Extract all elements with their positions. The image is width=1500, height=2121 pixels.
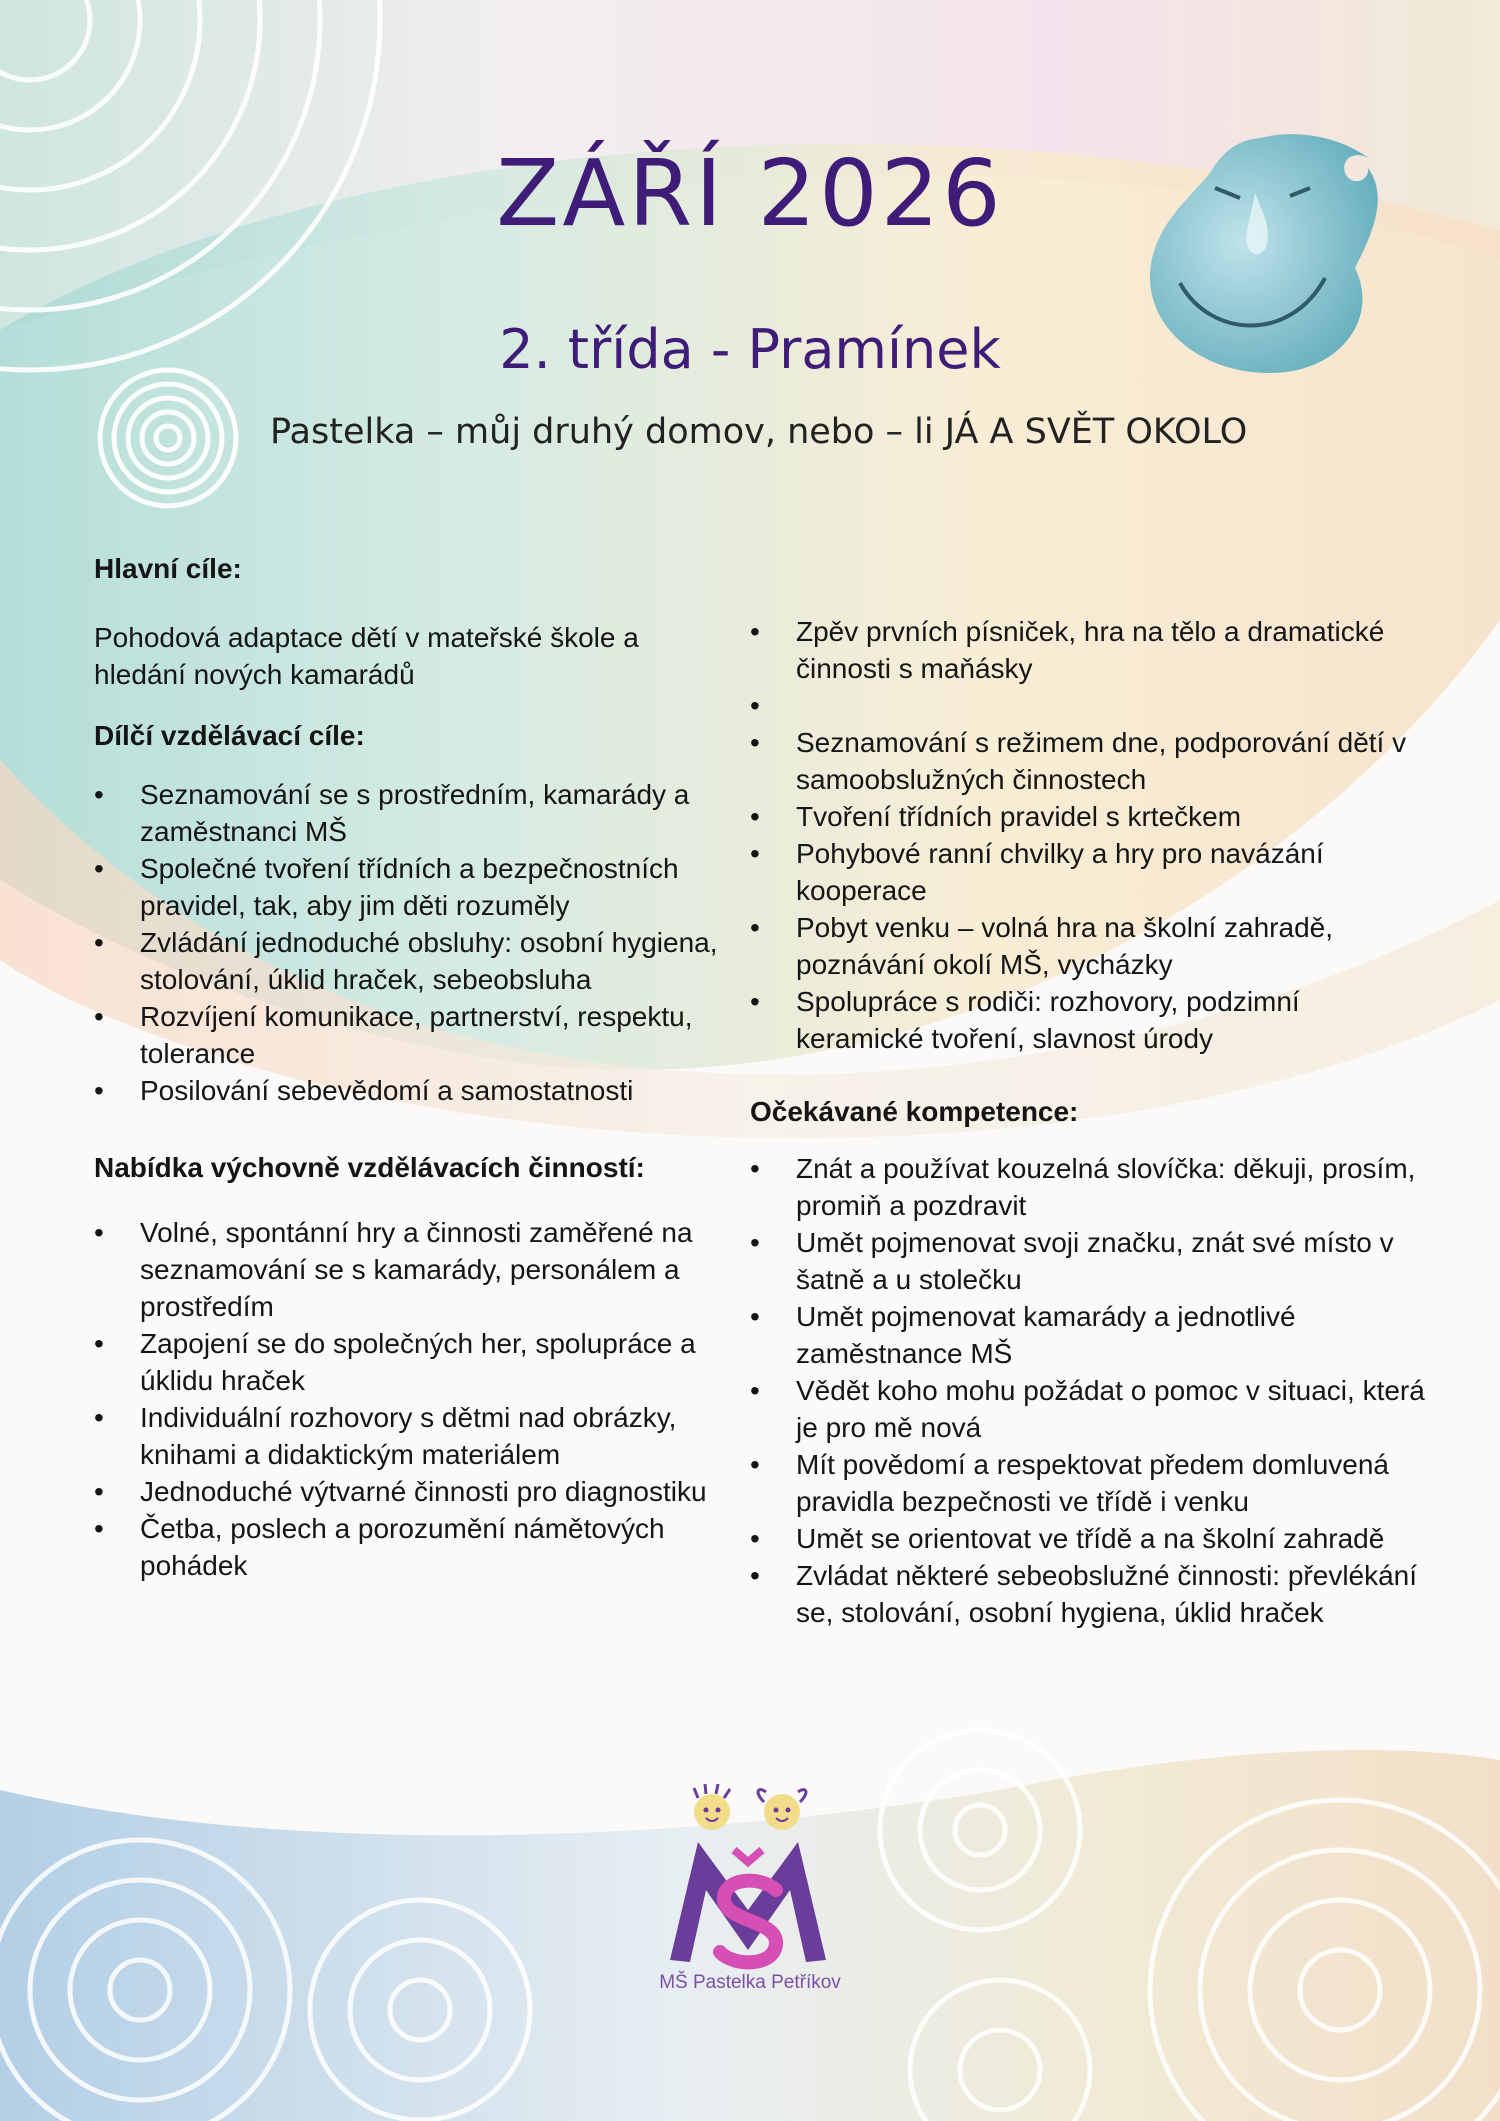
left-column xyxy=(94,550,734,1584)
list-item: • xyxy=(750,690,760,721)
list-item: • Četba, poslech a porozumění námětových pohádek xyxy=(94,1513,665,1581)
list-item: • Umět pojmenovat svoji značku, znát své místo v šatně a u stolečku xyxy=(750,1227,1394,1295)
list-item: • Rozvíjení komunikace, partnerství, respektu, tolerance xyxy=(94,1001,693,1069)
list-item: • Tvoření třídních pravidel s krtečkem xyxy=(750,801,1242,832)
list-item: • Umět pojmenovat kamarády a jednotlivé zaměstnance MŠ xyxy=(750,1301,1296,1369)
list-item: • Zpěv prvních písniček, hra na tělo a dramatické činnosti s maňásky xyxy=(750,616,1385,684)
list-item: • Seznamování se s prostředním, kamarády a zaměstnanci MŠ xyxy=(94,779,690,847)
class-name: 2. třída - Pramínek xyxy=(499,318,1001,381)
list-item: • Vědět koho mohu požádat o pomoc v situaci, která je pro mě nová xyxy=(750,1375,1425,1443)
activities-continued-list xyxy=(750,613,1430,1057)
list-item: • Jednoduché výtvarné činnosti pro diagnostiku xyxy=(94,1476,707,1507)
list-item: • Seznamování s režimem dne, podporování dětí v samoobslužných činnostech xyxy=(750,727,1407,795)
list-item: • Zapojení se do společných her, spolupráce a úklidu hraček xyxy=(94,1328,696,1396)
activities-heading: Nabídka výchovně vzdělávacích činností: xyxy=(94,1152,645,1183)
page-title: ZÁŘÍ 2026 xyxy=(496,140,1004,247)
partial-goals-heading: Dílčí vzdělávací cíle: xyxy=(94,720,365,751)
theme-motto: Pastelka – můj druhý domov, nebo – li JÁ A SVĚT OKOLO xyxy=(270,412,1248,452)
list-item: • Znát a používat kouzelná slovíčka: děkuji, prosím, promiň a pozdravit xyxy=(750,1153,1416,1221)
list-item: • Spolupráce s rodiči: rozhovory, podzimní keramické tvoření, slavnost úrody xyxy=(750,986,1300,1054)
list-item: • Umět se orientovat ve třídě a na školní zahradě xyxy=(750,1523,1385,1554)
activities-list xyxy=(94,1214,734,1584)
list-item: • Volné, spontánní hry a činnosti zaměřené na seznamování se s kamarády, personálem a prostředím xyxy=(94,1217,693,1322)
competences-heading: Očekávané kompetence: xyxy=(750,1096,1079,1127)
kindergarten-logo-icon xyxy=(650,1780,850,2000)
list-item: • Pobyt venku – volná hra na školní zahradě, poznávání okolí MŠ, vycházky xyxy=(750,912,1334,980)
main-goals-text: Pohodová adaptace dětí v mateřské škole a hledání nových kamarádů xyxy=(94,622,639,690)
partial-goals-list xyxy=(94,776,734,1109)
list-item: • Pohybové ranní chvilky a hry pro navázání kooperace xyxy=(750,838,1324,906)
right-column xyxy=(750,613,1430,1631)
logo-caption: MŠ Pastelka Petříkov xyxy=(659,1972,841,1993)
list-item: • Posilování sebevědomí a samostatnosti xyxy=(94,1075,634,1106)
competences-list xyxy=(750,1150,1430,1631)
list-item: • Společné tvoření třídních a bezpečnostních pravidel, tak, aby jim děti rozuměly xyxy=(94,853,679,921)
list-item: • Mít povědomí a respektovat předem domluvená pravidla bezpečnosti ve třídě i venku xyxy=(750,1449,1389,1517)
list-item: • Individuální rozhovory s dětmi nad obrázky, knihami a didaktickým materiálem xyxy=(94,1402,677,1470)
list-item: • Zvládat některé sebeobslužné činnosti: převlékání se, stolování, osobní hygiena, úklid hraček xyxy=(750,1560,1418,1628)
main-goals-heading: Hlavní cíle: xyxy=(94,553,242,584)
list-item: • Zvládání jednoduché obsluhy: osobní hygiena, stolování, úklid hraček, sebeobsluha xyxy=(94,927,718,995)
